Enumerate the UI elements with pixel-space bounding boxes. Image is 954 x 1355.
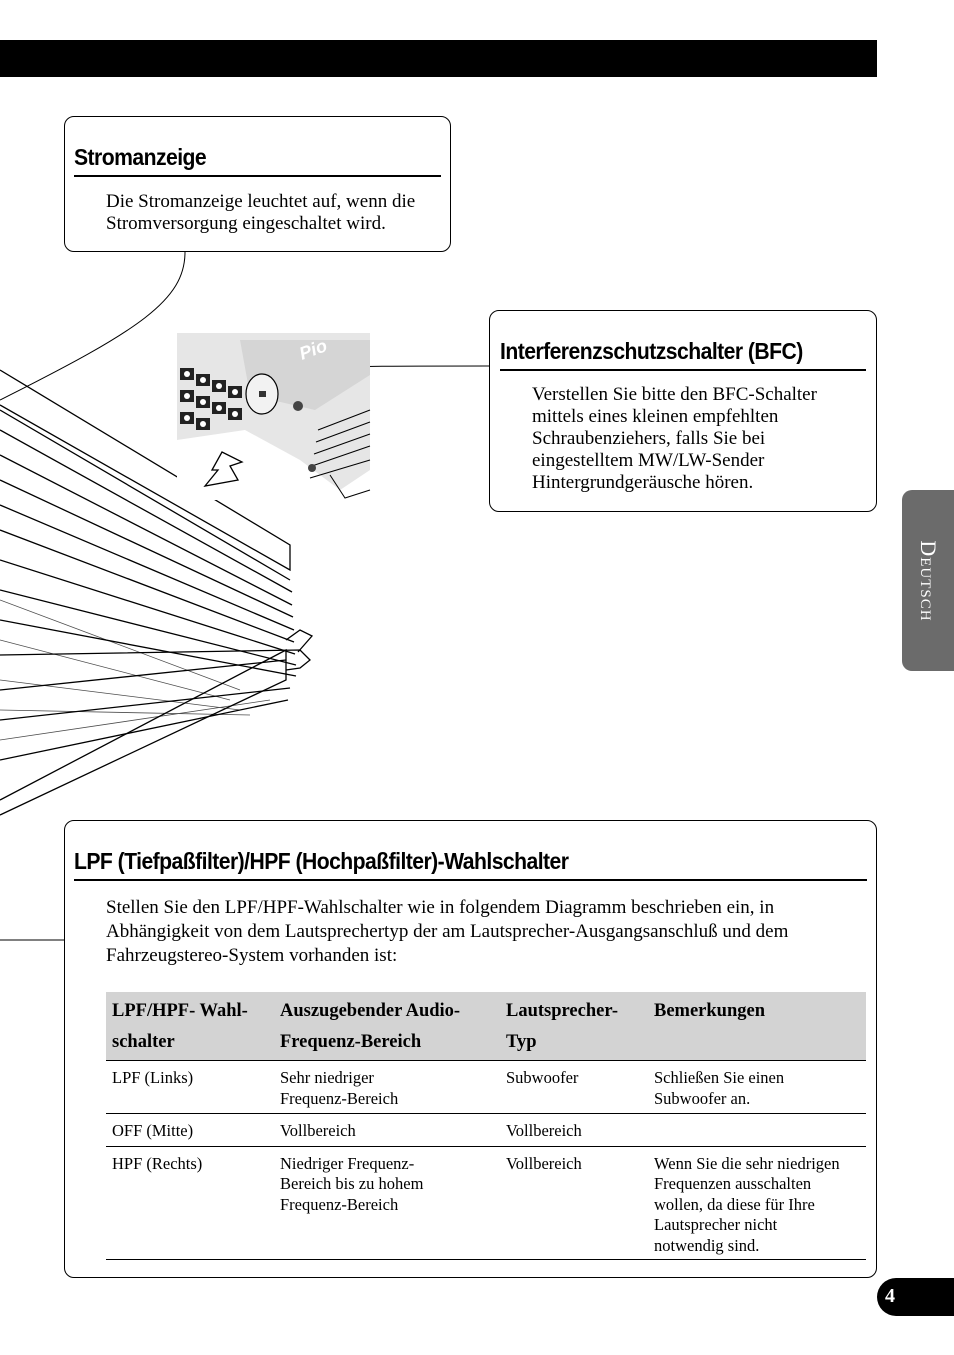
table-cell: HPF (Rechts): [106, 1146, 274, 1260]
power-text-line: Die Stromanzeige leuchtet auf, wenn die: [106, 191, 416, 212]
bfc-text: [532, 384, 817, 494]
language-tab: [902, 490, 954, 671]
filter-setting-table: [106, 992, 866, 1260]
table-cell: Wenn Sie die sehr niedrigen Frequenzen ausschalten wollen, da diese für Ihre Lautsprecher nicht notwendig sind.: [648, 1146, 866, 1260]
table-row: [106, 1146, 866, 1260]
lpf-text-line: Abhängigkeit von dem Lautsprechertyp der am Lautsprecher-Ausgangsanschluß und dem: [106, 921, 789, 942]
table-header-cell: Lautsprecher- Typ: [500, 992, 648, 1061]
lpf-hpf-title: LPF (Tiefpaßfilter)/HPF (Hochpaßfilter)-Wahlschalter: [74, 848, 569, 874]
lpf-hpf-text: [106, 896, 788, 968]
lpf-text-line: Stellen Sie den LPF/HPF-Wahlschalter wie in folgendem Diagramm beschrieben ein, in: [106, 897, 775, 918]
bfc-text-line: Verstellen Sie bitte den BFC-Schalter: [532, 384, 817, 405]
table-cell: Sehr niedriger Frequenz-Bereich: [274, 1061, 500, 1114]
power-title-rule: [74, 175, 441, 177]
table-cell: Niedriger Frequenz- Bereich bis zu hohem Frequenz-Bereich: [274, 1146, 500, 1260]
table-header-row: [106, 992, 866, 1061]
language-tab-label: Deutsch: [916, 539, 941, 622]
page-number: 4: [885, 1285, 895, 1307]
power-indicator-box: [64, 116, 451, 252]
table-cell: Vollbereich: [500, 1114, 648, 1147]
bfc-box: [489, 310, 877, 512]
lpf-text-line: Fahrzeugstereo-System vorhanden ist:: [106, 945, 398, 966]
power-text-line: Stromversorgung eingeschaltet wird.: [106, 213, 386, 234]
table-cell: [648, 1114, 866, 1147]
table-header-cell: Bemerkungen: [648, 992, 866, 1061]
table-row: [106, 1114, 866, 1147]
table-header-cell: LPF/HPF- Wahl- schalter: [106, 992, 274, 1061]
brand-logo: Pio: [296, 335, 330, 364]
bfc-text-line: mittels eines kleinen empfehlten: [532, 406, 779, 427]
bfc-title: Interferenzschutzschalter (BFC): [500, 338, 803, 364]
bfc-text-line: eingestelltem MW/LW-Sender: [532, 450, 765, 471]
table-header-cell: Auszugebender Audio- Frequenz-Bereich: [274, 992, 500, 1061]
table-cell: Schließen Sie einen Subwoofer an.: [648, 1061, 866, 1114]
bfc-text-line: Schraubenziehers, falls Sie bei: [532, 428, 766, 449]
table-cell: OFF (Mitte): [106, 1114, 274, 1147]
bfc-text-line: Hintergrundgeräusche hören.: [532, 472, 754, 493]
table-cell: Vollbereich: [274, 1114, 500, 1147]
lpf-title-rule: [74, 879, 867, 881]
power-indicator-text: [106, 191, 415, 235]
table-cell: Subwoofer: [500, 1061, 648, 1114]
table-cell: Vollbereich: [500, 1146, 648, 1260]
power-indicator-title: Stromanzeige: [74, 144, 207, 170]
page-number-badge: [877, 1278, 954, 1316]
table-row: [106, 1061, 866, 1114]
table-cell: LPF (Links): [106, 1061, 274, 1114]
bfc-title-rule: [500, 369, 866, 371]
